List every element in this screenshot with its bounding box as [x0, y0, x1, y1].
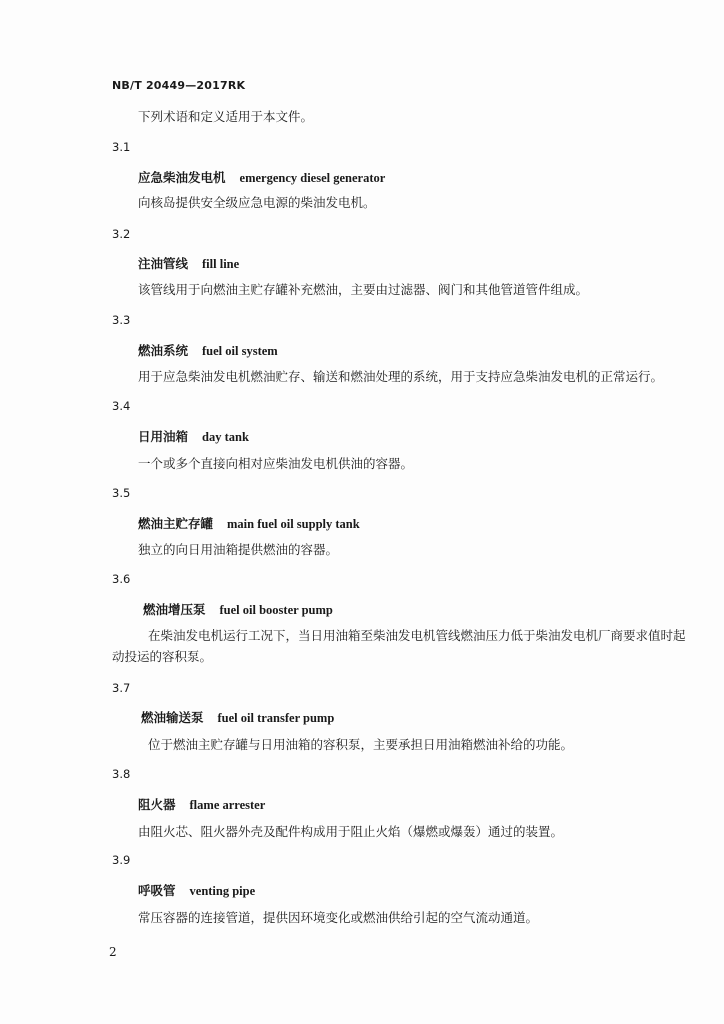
- term-title: [138, 427, 249, 445]
- intro-text: 下列术语和定义适用于本文件。: [138, 109, 314, 124]
- term-zh: 日用油箱: [138, 429, 189, 444]
- term-definition: 独立的向日用油箱提供燃油的容器。: [138, 542, 339, 557]
- term-number: 3.3: [112, 313, 131, 327]
- page-number: 2: [109, 945, 117, 959]
- term-definition: 由阻火芯、阻火器外壳及配件构成用于阻止火焰（爆燃或爆轰）通过的装置。: [138, 824, 564, 839]
- term-definition: 常压容器的连接管道，提供因环境变化或燃油供给引起的空气流动通道。: [138, 910, 539, 925]
- term-number: 3.6: [112, 572, 131, 586]
- term-title: [143, 600, 333, 618]
- term-zh: 燃油系统: [138, 343, 189, 358]
- term-zh: 呼吸管: [138, 883, 176, 898]
- term-definition: 该管线用于向燃油主贮存罐补充燃油，主要由过滤器、阀门和其他管道管件组成。: [138, 282, 589, 297]
- term-title: [138, 881, 255, 899]
- term-zh: 燃油主贮存罐: [138, 516, 214, 531]
- term-zh: 应急柴油发电机: [138, 170, 226, 185]
- term-definition: 位于燃油主贮存罐与日用油箱的容积泵，主要承担日用油箱燃油补给的功能。: [148, 737, 574, 752]
- term-zh: 燃油输送泵: [141, 710, 204, 725]
- term-en: venting pipe: [189, 884, 256, 898]
- term-zh: 燃油增压泵: [143, 602, 206, 617]
- term-number: 3.7: [112, 681, 131, 695]
- term-en: fuel oil booster pump: [219, 603, 333, 617]
- term-zh: 注油管线: [138, 256, 189, 271]
- term-en: emergency diesel generator: [239, 171, 386, 185]
- term-definition: 向核岛提供安全级应急电源的柴油发电机。: [138, 195, 376, 210]
- term-definition: 在柴油发电机运行工况下，当日用油箱至柴油发电机管线燃油压力低于柴油发电机厂商要求值时起动投运的容积泵。: [112, 628, 686, 664]
- term-en: fill line: [202, 257, 240, 271]
- term-title: [138, 795, 265, 813]
- term-definition: 一个或多个直接向相对应柴油发电机供油的容器。: [138, 456, 414, 471]
- term-number: 3.5: [112, 486, 131, 500]
- term-title: [138, 168, 385, 186]
- term-en: fuel oil transfer pump: [217, 711, 335, 725]
- term-title: [138, 254, 239, 272]
- term-number: 3.9: [112, 853, 131, 867]
- term-zh: 阻火器: [138, 797, 176, 812]
- term-number: 3.4: [112, 399, 131, 413]
- term-title: [141, 708, 334, 726]
- term-title: [138, 514, 360, 532]
- term-number: 3.8: [112, 767, 131, 781]
- term-title: [138, 341, 278, 359]
- term-number: 3.1: [112, 140, 131, 154]
- standard-code-header: NB/T 20449—2017RK: [112, 79, 246, 92]
- term-en: day tank: [202, 430, 249, 444]
- term-en: fuel oil system: [202, 344, 278, 358]
- term-en: flame arrester: [189, 798, 266, 812]
- term-number: 3.2: [112, 227, 131, 241]
- term-en: main fuel oil supply tank: [227, 517, 360, 531]
- term-definition: 用于应急柴油发电机燃油贮存、输送和燃油处理的系统，用于支持应急柴油发电机的正常运行。: [138, 369, 664, 384]
